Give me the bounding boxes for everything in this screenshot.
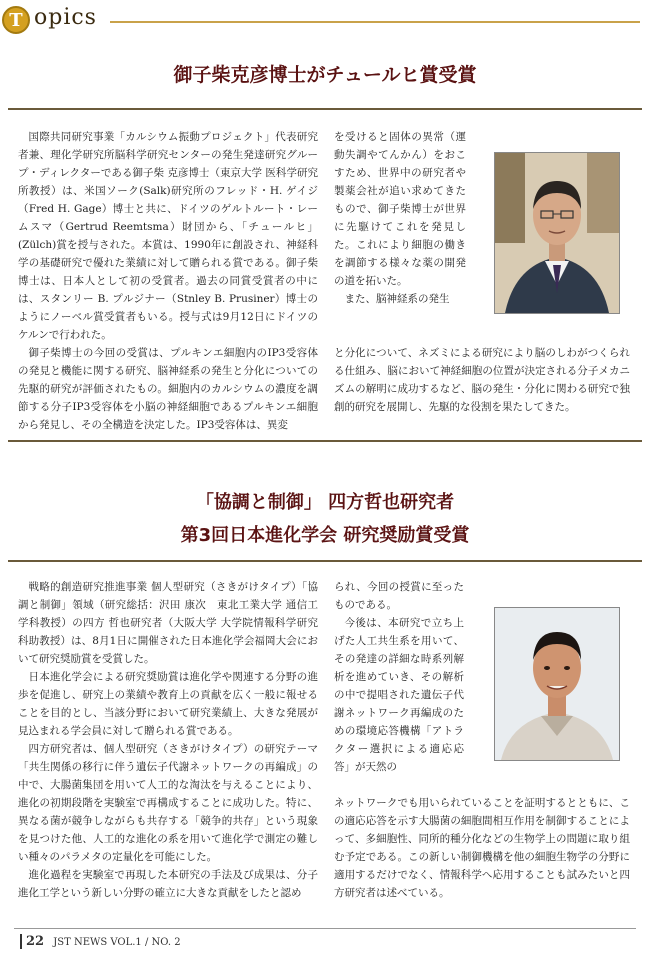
article2-title-line1: 「協調と制御」 四方哲也研究者	[195, 492, 455, 513]
article1-top-rule	[8, 108, 642, 110]
article2-left-column	[18, 578, 318, 902]
article1-paragraph: と分化について、ネズミによる研究により脳のしわがつくられる仕組み、脳において神経細胞の位置が決定される分子メカニズムの解明に成功するなど、脳の発生・分化に関わる研究で独創的研究を展開し、先駆的な役割を果たしてきた。	[334, 347, 630, 413]
article2-title-line2: 第3回日本進化学会 研究奨励賞受賞	[180, 525, 470, 546]
article1-right-full	[334, 344, 630, 416]
page-footer	[20, 934, 181, 949]
article1-title: 御子柴克彦博士がチュールヒ賞受賞	[173, 64, 477, 86]
article1-bottom-rule	[8, 440, 642, 442]
page-number: 22	[20, 934, 44, 949]
article2-paragraph: 四方研究者は、個人型研究（さきがけタイプ）の研究テーマ「共生関係の移行に伴う遺伝子代謝ネットワークの再編成」の中で、大腸菌集団を用いて人工的な淘汰を与えることにより、進化の初期段階を実験室で再構成することに成功した。特に、異なる菌が競争しながらも共存する「競争的共存」という現象を見つけた他、人工的な進化の系を用いて進化学で測定の難しい種々のパラメタの定量化を可能にした。	[18, 743, 318, 863]
footer-rule	[14, 928, 636, 929]
article1-left-column	[18, 128, 318, 434]
article1-paragraph: また、脳神経系の発生	[344, 293, 450, 305]
portrait-photo-mikoshiba	[494, 152, 620, 314]
article1-right-narrow	[334, 128, 466, 308]
article2-top-rule	[8, 560, 642, 562]
article2-paragraph: 今後は、本研究で立ち上げた人工共生系を用いて、その発達の詳細な時系列解析を進めていき、その解析の中で提唱された遺伝子代謝ネットワーク再編成のための環境応答機構「アトラクター選択による適応応答」が天然の	[334, 617, 464, 773]
portrait-photo-yomo	[494, 607, 620, 761]
article1-paragraph: を受けると固体の異常（運動失調やてんかん）をおこすため、世界中の研究者や製薬会社が追い求めてきたもので、御子柴博士が世界に先駆けてこれを発見した。これにより細胞の働きを調節する様々な薬の開発の道を拓いた。	[334, 131, 466, 287]
article2-paragraph: られ、今回の授賞に至ったものである。	[334, 581, 464, 611]
topics-label: opics	[34, 5, 97, 30]
article2-right-full	[334, 794, 630, 902]
article2-paragraph: ネットワークでも用いられていることを証明するとともに、この適応応答を示す大腸菌の細胞間相互作用を制御することによって、多細胞性、同所的種分化などの生物学上の問題に取り組む予定である。この新しい制御機構を他の細胞生物学の分野に適用するだけでなく、情報科学へ応用することも試みたいと四方研究者は述べている。	[334, 797, 630, 899]
journal-name: JST NEWS VOL.1 / NO. 2	[53, 937, 181, 948]
topics-header	[0, 0, 650, 44]
article2-right-narrow	[334, 578, 464, 776]
topics-divider	[110, 21, 640, 23]
article2-paragraph: 進化過程を実験室で再現した本研究の手法及び成果は、分子進化工学という新しい分野の確立に大きな貢献をしたと認め	[18, 869, 318, 899]
topics-logo-circle: T	[2, 6, 30, 34]
article2-paragraph: 日本進化学会による研究奨励賞は進化学や関連する分野の進歩を促進し、研究上の業績や教育上の貢献を広く一般に報せることを目的とし、当該分野において研究業績上、大きな発展が見込まれる学会員に対して贈られる賞である。	[18, 671, 318, 737]
article1-paragraph: 国際共同研究事業「カルシウム振動プロジェクト」代表研究者兼、理化学研究所脳科学研究センターの発生発達研究グループ・ディレクターである御子柴 克彦博士（東京大学 医科学研究所教授）は、米国ソーク(Salk)研究所のフレッド・H. ゲイジ（Fred H. Gage）博士と共に、ドイツのゲルトルート・レームスマ（Gertrud Reemtsma）財団から、「チュールヒ」(Zülch)賞を授与された。本賞は、1990年に創設され、神経科学の基礎研究で優れた業績に対して贈られる賞である。御子柴博士は、日本人として初の受賞者。過去の同賞受賞者の中には、スタンリー B. プルジナー（Stnley B. Prusiner）博士のようにノーベル賞受賞者もいる。授与式は9月12日にドイツのケルンで行われた。	[18, 131, 318, 341]
article1-paragraph: 御子柴博士の今回の受賞は、プルキンエ細胞内のIP3受容体の発見と機能に関する研究、脳神経系の発生と分化についての先駆的研究が評価されたもの。細胞内のカルシウムの濃度を調節する分子IP3受容体を小脳の神経細胞であるプルキンエ細胞から発見し、その全構造を決定した。IP3受容体は、異変	[18, 347, 318, 431]
article2-paragraph: 戦略的創造研究推進事業 個人型研究（さきがけタイプ）「協調と制御」領域（研究総括：沢田 康次 東北工業大学 通信工学科教授）の四方 哲也研究者（大阪大学 大学院情報科学研究科助教授）は、8月1日に開催された日本進化学会福岡大会において研究奨励賞を受賞した。	[18, 581, 318, 665]
